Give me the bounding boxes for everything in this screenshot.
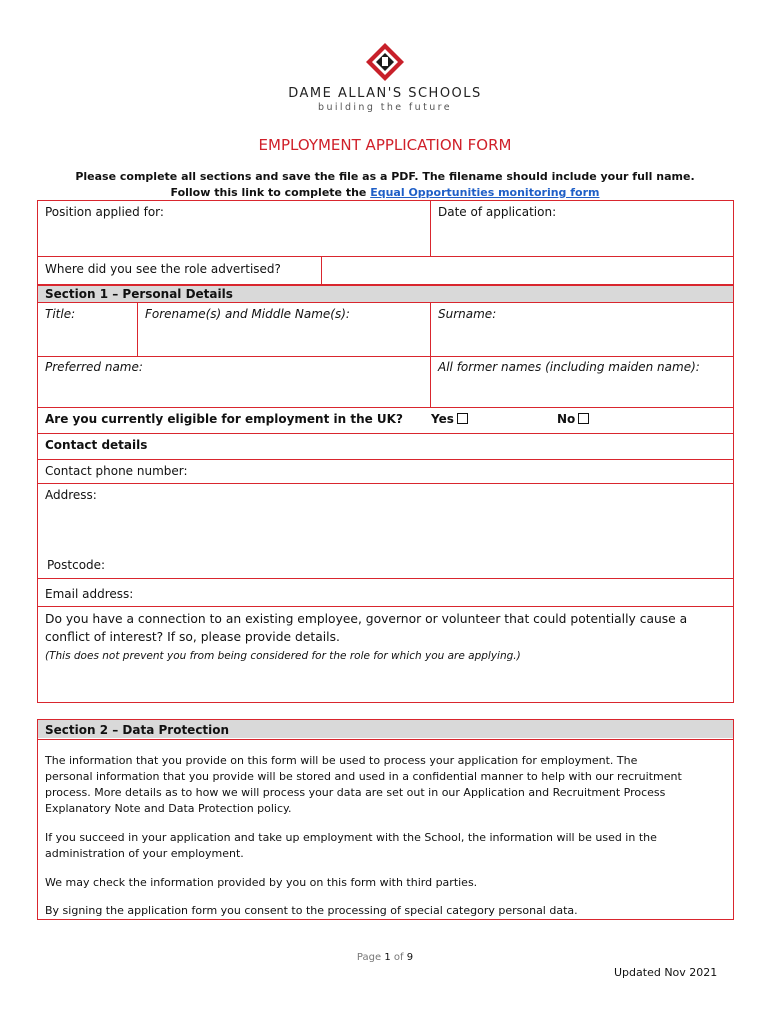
address-field[interactable]	[38, 485, 733, 555]
preferred-name-field[interactable]	[38, 357, 430, 406]
divider	[37, 459, 734, 460]
conflict-note: (This does not prevent you from being considered for the role for which you are applying.)	[45, 650, 521, 662]
conflict-question-line-1: Do you have a connection to an existing employee, governor or volunteer that could potentially cause a	[45, 612, 688, 626]
former-names-label: All former names (including maiden name):	[438, 360, 700, 374]
eligibility-no-option[interactable]	[550, 409, 630, 431]
postcode-field[interactable]	[40, 555, 733, 577]
contact-details-header: Contact details	[45, 438, 148, 452]
postcode-label: Postcode:	[47, 558, 106, 572]
advert-source-label: Where did you see the role advertised?	[45, 262, 281, 276]
divider	[37, 483, 734, 484]
divider	[37, 433, 734, 434]
divider	[37, 578, 734, 579]
title-field[interactable]	[38, 304, 136, 355]
email-label: Email address:	[45, 587, 134, 601]
divider	[37, 407, 734, 408]
page-total: 9	[406, 952, 414, 963]
position-applied-label: Position applied for:	[45, 205, 164, 219]
paragraph-line: The information that you provide on this form will be used to process your application for employment. The	[45, 754, 638, 767]
page-current: 1	[384, 952, 391, 963]
section-1-header: Section 1 – Personal Details	[45, 287, 233, 301]
paragraph-line: If you succeed in your application and take up employment with the School, the information will be used in the	[45, 831, 657, 844]
paragraph-line: administration of your employment.	[45, 847, 244, 860]
paragraph-line: personal information that you provide will be stored and used in a confidential manner to help with our recruitment	[45, 770, 682, 783]
title-label: Title:	[45, 307, 76, 321]
forename-label: Forename(s) and Middle Name(s):	[145, 307, 350, 321]
surname-field[interactable]	[431, 304, 733, 355]
school-tagline: building the future	[318, 102, 452, 113]
email-field[interactable]	[38, 584, 733, 605]
school-logo	[365, 42, 405, 82]
paragraph-line: Explanatory Note and Data Protection policy.	[45, 802, 292, 815]
date-of-application-label: Date of application:	[438, 205, 557, 219]
former-names-field[interactable]	[431, 357, 733, 406]
section-2-header: Section 2 – Data Protection	[45, 723, 230, 737]
instruction-line-1: Please complete all sections and save the file as a PDF. The filename should include your full name.	[75, 170, 695, 183]
forename-field[interactable]	[138, 304, 429, 355]
data-protection-paragraph-3: We may check the information provided by you on this form with third parties.	[45, 876, 478, 889]
no-checkbox[interactable]	[578, 413, 589, 424]
no-label: No	[557, 412, 576, 426]
equal-opportunities-link[interactable]: Equal Opportunities monitoring form	[370, 186, 600, 199]
page-number	[0, 952, 770, 963]
eligibility-yes-option[interactable]	[424, 409, 504, 431]
instruction-line-2	[0, 186, 770, 199]
school-name: DAME ALLAN'S SCHOOLS	[288, 86, 482, 101]
eligibility-question: Are you currently eligible for employment in the UK?	[45, 412, 403, 426]
paragraph-line: process. More details as to how we will process your data are set out in our Application and Recruitment Process	[45, 786, 666, 799]
instruction-prefix: Follow this link to complete the	[170, 186, 371, 199]
advert-source-field[interactable]	[322, 257, 733, 284]
preferred-name-label: Preferred name:	[45, 360, 143, 374]
contact-phone-field[interactable]	[38, 461, 733, 482]
surname-label: Surname:	[438, 307, 497, 321]
divider	[37, 302, 734, 303]
page-of: of	[393, 952, 404, 963]
position-applied-field[interactable]	[38, 202, 430, 255]
divider	[37, 739, 734, 740]
date-of-application-field[interactable]	[431, 202, 733, 255]
page-label: Page	[356, 952, 382, 963]
updated-date: Updated Nov 2021	[614, 966, 718, 979]
data-protection-paragraph-2	[45, 830, 730, 862]
conflict-question-line-2: conflict of interest? If so, please provide details.	[45, 630, 340, 644]
contact-phone-label: Contact phone number:	[45, 464, 188, 478]
yes-checkbox[interactable]	[457, 413, 468, 424]
form-title: EMPLOYMENT APPLICATION FORM	[258, 136, 512, 154]
yes-label: Yes	[431, 412, 454, 426]
data-protection-paragraph-1	[45, 753, 730, 817]
address-label: Address:	[45, 488, 97, 502]
data-protection-paragraph-4: By signing the application form you consent to the processing of special category personal data.	[45, 904, 578, 917]
